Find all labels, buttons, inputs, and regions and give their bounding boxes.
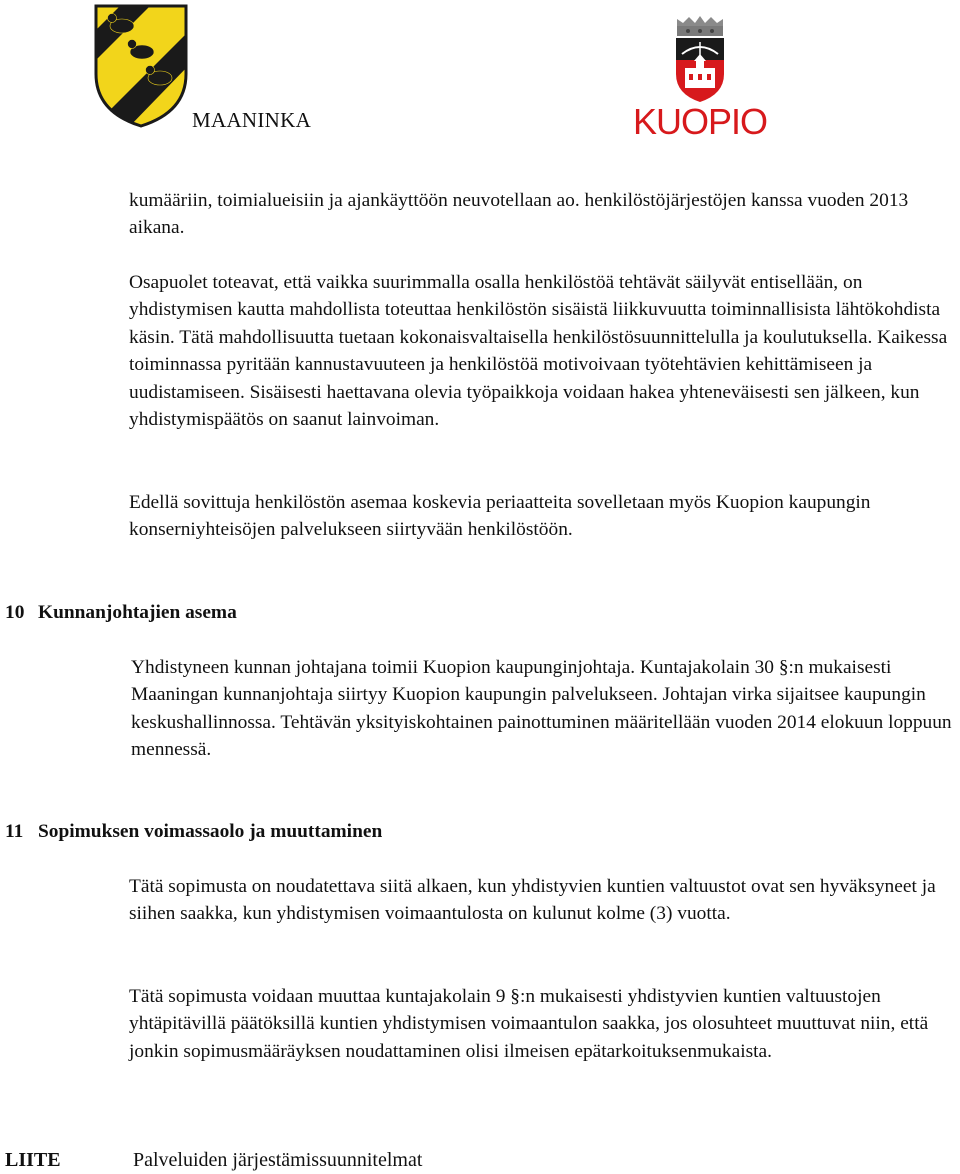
paragraph-3: Edellä sovittuja henkilöstön asemaa koskevia periaatteita sovelletaan myös Kuopion kaupungin konserniyhteisöjen palvelukseen siirtyvään henkilöstöön. [129,492,871,541]
section-10-heading [5,599,237,626]
kuopio-shield-icon [676,38,724,102]
section-11-paragraph-1: Tätä sopimusta on noudatettava siitä alkaen, kun yhdistyvien kuntien valtuustot ovat sen hyväksyneet ja siihen saakka, kun yhdistymisen voimaantulosta on kulunut kolme (3) vuotta. [129,876,936,925]
maaninka-name: MAANINKA [192,108,312,132]
appendix-row [5,1147,422,1174]
kuopio-logo [630,16,770,144]
section-10-paragraph: Yhdistyneen kunnan johtajana toimii Kuopion kaupunginjohtaja. Kuntajakolain 30 §:n mukaisesti Maaningan kunnanjohtaja siirtyy Kuopion kaupungin palvelukseen. Johtajan virka sijaitsee kaupungin keskushallinnossa. Tehtävän yksityiskohtainen painottuminen määritellään vuoden 2014 elokuun loppuun mennessä. [131,657,952,761]
kuopio-logo-text: KUOPIO [632,101,768,142]
section-title: Kunnanjohtajien asema [38,602,237,623]
section-11-paragraph-2: Tätä sopimusta voidaan muuttaa kuntajakolain 9 §:n mukaisesti yhdistyvien kuntien valtuustojen yhtäpitävillä päätöksillä kuntien yhdistymisen voimaantulon saakka, jos olosuhteet muuttuvat niin, että jonkin sopimusmääräyksen noudattaminen olisi ilmeisen epätarkoituksenmukaista. [129,986,929,1062]
appendix-title: Palveluiden järjestämissuunnitelmat [133,1149,423,1171]
maaninka-coat-of-arms [92,4,190,128]
appendix-label: LIITE [5,1149,61,1171]
section-number: 10 [5,602,25,623]
section-11-heading [5,818,382,845]
paragraph-2: Osapuolet toteavat, että vaikka suurimmalla osalla henkilöstöä tehtävät säilyvät entisellään, on yhdistymisen kautta mahdollista toteuttaa henkilöstön sisäistä liikkuvuutta toiminnallisista lähtökohdista käsin. Tätä mahdollisuutta tuetaan kokonaisvaltaisella henkilöstösuunnittelulla ja koulutuksella. Kaikessa toiminnassa pyritään kannustavuuteen ja henkilöstöä motivoivaan työtehtävien kehittämiseen ja uudistamiseen. Sisäisesti haettavana olevia työpaikkoja voidaan hakea yhteneväisesti sen jälkeen, kun yhdistymispäätös on saanut lainvoiman. [129,272,948,431]
kuopio-crown-icon [677,16,723,36]
section-number: 11 [5,821,24,842]
paragraph-1: kumääriin, toimialueisiin ja ajankäyttöön neuvotellaan ao. henkilöstöjärjestöjen kanssa vuoden 2013 aikana. [129,190,909,239]
section-title: Sopimuksen voimassaolo ja muuttaminen [38,821,383,842]
